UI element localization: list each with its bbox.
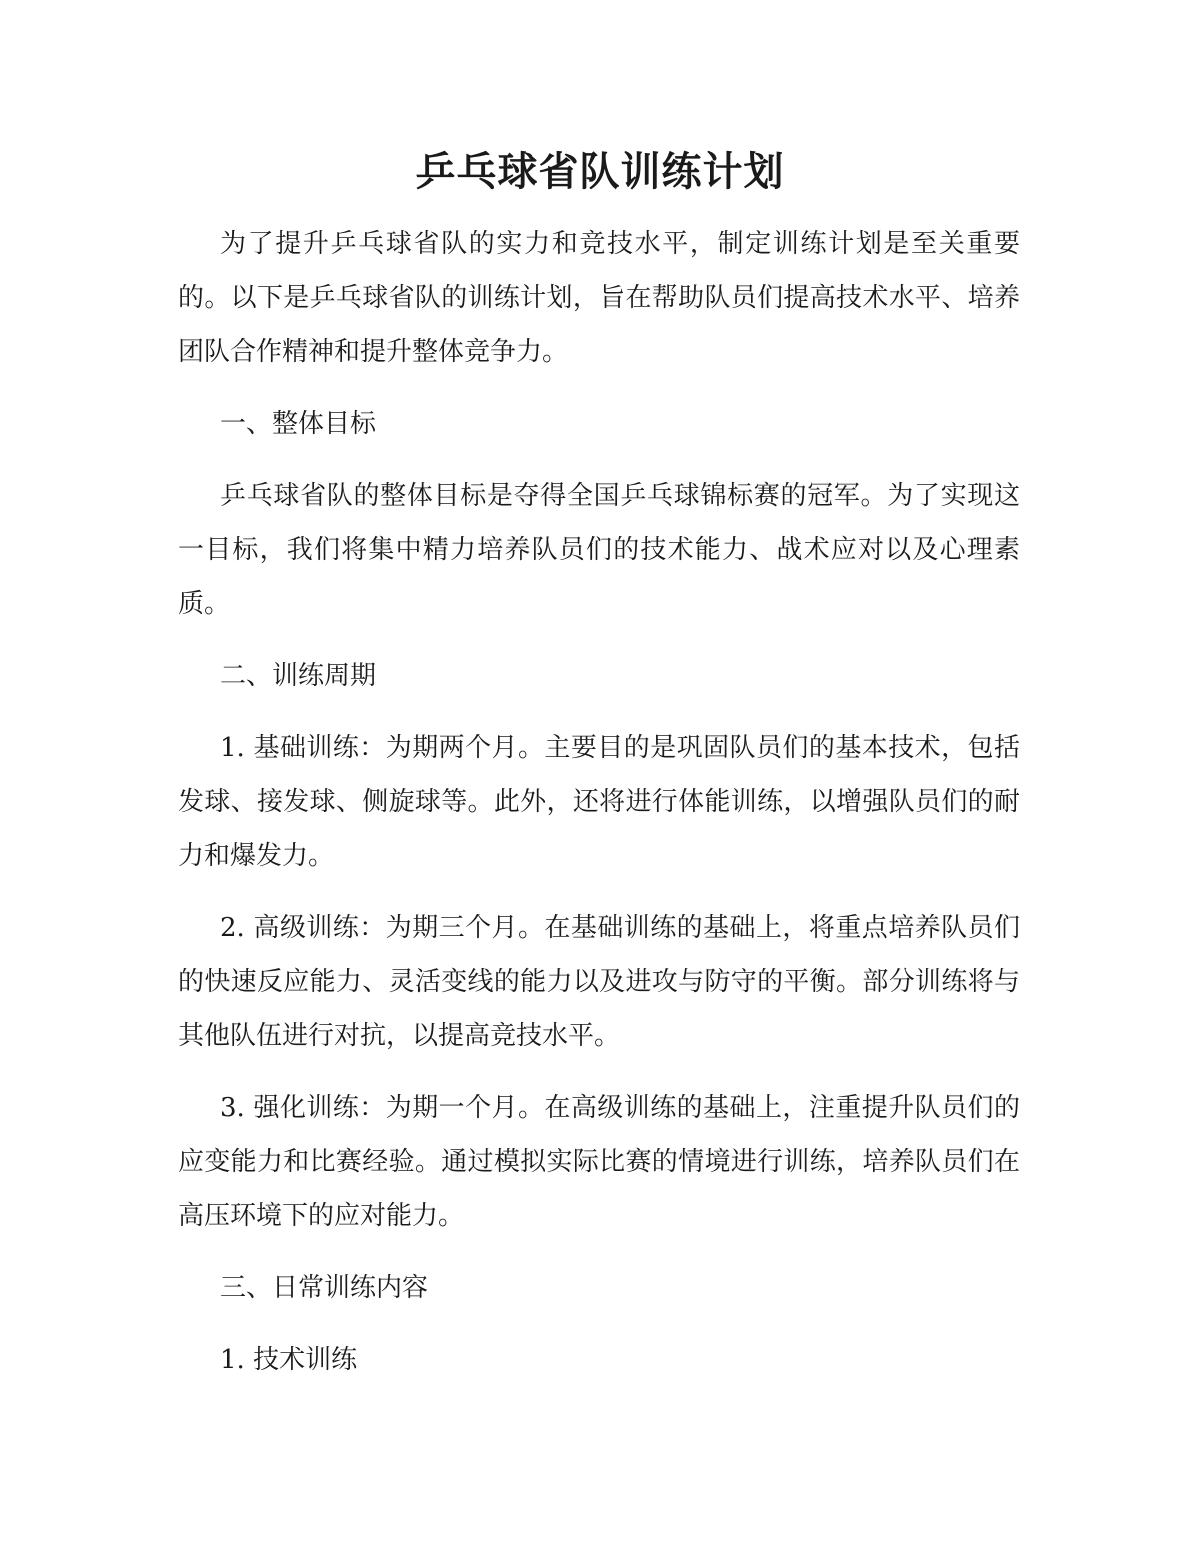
section-heading-goals: 一、整体目标 (220, 409, 377, 439)
section-heading-daily: 三、日常训练内容 (220, 1273, 429, 1303)
goals-paragraph: 乒乓球省队的整体目标是夺得全国乒乓球锦标赛的冠军。为了实现这一目标，我们将集中精力培养队员们的技术能力、战术应对以及心理素质。 (178, 481, 1020, 619)
document-body (178, 217, 1020, 1387)
page-title: 乒乓球省队训练计划 (415, 148, 785, 195)
cycle-item-advanced: 2. 高级训练：为期三个月。在基础训练的基础上，将重点培养队员们的快速反应能力、灵活变线的能力以及进攻与防守的平衡。部分训练将与其他队伍进行对抗，以提高竞技水平。 (178, 913, 1020, 1051)
intro-paragraph: 为了提升乒乓球省队的实力和竞技水平，制定训练计划是至关重要的。以下是乒乓球省队的训练计划，旨在帮助队员们提高技术水平、培养团队合作精神和提升整体竞争力。 (178, 229, 1020, 367)
daily-subheading-technique: 1. 技术训练 (220, 1345, 358, 1375)
section-heading-cycle: 二、训练周期 (220, 661, 377, 691)
cycle-item-intensive: 3. 强化训练：为期一个月。在高级训练的基础上，注重提升队员们的应变能力和比赛经验。通过模拟实际比赛的情境进行训练，培养队员们在高压环境下的应对能力。 (178, 1093, 1020, 1231)
cycle-item-basic: 1. 基础训练：为期两个月。主要目的是巩固队员们的基本技术，包括发球、接发球、侧旋球等。此外，还将进行体能训练，以增强队员们的耐力和爆发力。 (178, 733, 1020, 871)
